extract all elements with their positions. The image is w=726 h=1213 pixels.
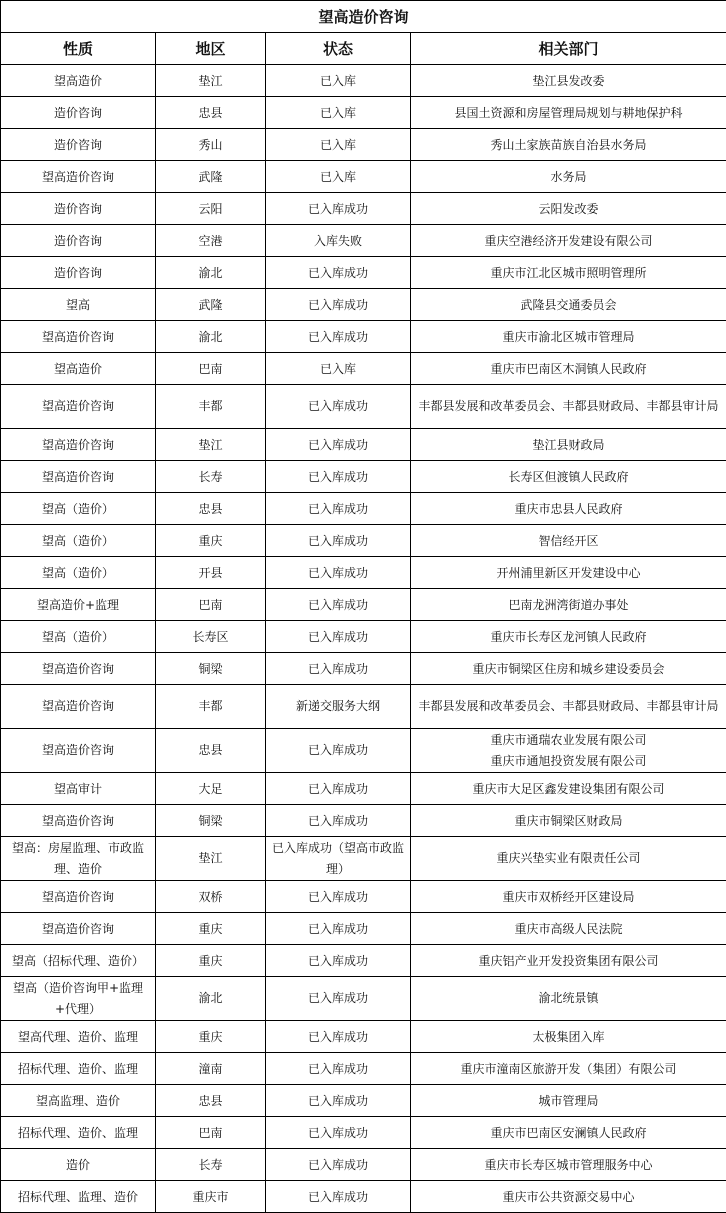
cell-region: 云阳 [156,193,266,225]
cell-region: 铜梁 [156,805,266,837]
cell-region: 巴南 [156,589,266,621]
cell-nature: 望高造价咨询 [1,161,156,193]
cell-region: 巴南 [156,353,266,385]
cell-status: 已入库成功 [266,977,411,1021]
cell-nature: 望高（造价） [1,493,156,525]
cell-status: 已入库成功 [266,193,411,225]
cell-department: 重庆市公共资源交易中心 [411,1181,726,1213]
cell-department: 重庆市双桥经开区建设局 [411,881,726,913]
cell-status: 已入库成功 [266,429,411,461]
cell-status: 已入库成功 [266,461,411,493]
cell-region: 重庆 [156,1021,266,1053]
cell-department: 重庆市巴南区木洞镇人民政府 [411,353,726,385]
cell-region: 重庆 [156,945,266,977]
cell-department: 重庆市潼南区旅游开发（集团）有限公司 [411,1053,726,1085]
table-row [1,1021,726,1053]
table-row [1,1053,726,1085]
cell-nature: 望高造价 [1,65,156,97]
cell-region: 长寿 [156,461,266,493]
cell-nature: 造价咨询 [1,193,156,225]
cell-nature: 招标代理、造价、监理 [1,1117,156,1149]
table-row [1,1149,726,1181]
cell-region: 武隆 [156,289,266,321]
cell-status: 已入库成功 [266,1149,411,1181]
cell-department: 重庆市渝北区城市管理局 [411,321,726,353]
cell-nature: 望高造价咨询 [1,913,156,945]
cell-department: 垫江县财政局 [411,429,726,461]
header-status: 状态 [266,33,411,65]
cell-status: 新递交服务大纲 [266,685,411,729]
table-row [1,685,726,729]
cell-region: 忠县 [156,1085,266,1117]
cell-status: 已入库成功 [266,289,411,321]
cell-region: 武隆 [156,161,266,193]
cell-nature: 望高（招标代理、造价） [1,945,156,977]
cell-department: 巴南龙洲湾街道办事处 [411,589,726,621]
cell-department: 城市管理局 [411,1085,726,1117]
cell-status: 已入库 [266,161,411,193]
cell-region: 重庆市 [156,1181,266,1213]
cell-department: 重庆市铜梁区住房和城乡建设委员会 [411,653,726,685]
cell-nature: 望高 [1,289,156,321]
table-row [1,129,726,161]
cell-status: 已入库成功 [266,729,411,773]
cell-status: 已入库 [266,353,411,385]
cell-region: 空港 [156,225,266,257]
cell-status: 入库失败 [266,225,411,257]
cell-nature: 造价咨询 [1,97,156,129]
cell-region: 双桥 [156,881,266,913]
cell-status: 已入库成功 [266,913,411,945]
cell-region: 渝北 [156,977,266,1021]
cell-department: 重庆市长寿区龙河镇人民政府 [411,621,726,653]
cell-region: 忠县 [156,493,266,525]
cell-nature: 望高审计 [1,773,156,805]
cell-status: 已入库成功（望高市政监理） [266,837,411,881]
cell-region: 重庆 [156,913,266,945]
cell-department: 重庆兴垫实业有限责任公司 [411,837,726,881]
cell-department: 重庆市巴南区安澜镇人民政府 [411,1117,726,1149]
cell-department: 重庆市高级人民法院 [411,913,726,945]
cell-status: 已入库成功 [266,1181,411,1213]
cell-region: 秀山 [156,129,266,161]
table-row [1,225,726,257]
table-row [1,193,726,225]
table-row [1,257,726,289]
table-row [1,1117,726,1149]
cell-nature: 望高代理、造价、监理 [1,1021,156,1053]
cell-nature: 造价咨询 [1,257,156,289]
cell-department: 智信经开区 [411,525,726,557]
cell-status: 已入库成功 [266,945,411,977]
cell-status: 已入库成功 [266,321,411,353]
cell-department: 重庆市江北区城市照明管理所 [411,257,726,289]
cell-nature: 望高造价 [1,353,156,385]
cell-region: 丰都 [156,685,266,729]
cell-department: 重庆空港经济开发建设有限公司 [411,225,726,257]
cell-region: 巴南 [156,1117,266,1149]
cell-status: 已入库成功 [266,525,411,557]
table-row [1,1085,726,1117]
cell-status: 已入库成功 [266,773,411,805]
cell-nature: 望高（造价） [1,557,156,589]
cell-nature: 望高（造价） [1,621,156,653]
cell-department: 云阳发改委 [411,193,726,225]
cell-status: 已入库成功 [266,1053,411,1085]
table-row [1,881,726,913]
cell-status: 已入库成功 [266,805,411,837]
cell-status: 已入库成功 [266,1085,411,1117]
table-row [1,805,726,837]
table-row [1,773,726,805]
table-row [1,525,726,557]
table-row [1,353,726,385]
table-row [1,589,726,621]
table-row [1,289,726,321]
cell-nature: 招标代理、造价、监理 [1,1053,156,1085]
cell-nature: 望高造价咨询 [1,385,156,429]
cell-region: 忠县 [156,729,266,773]
cell-region: 渝北 [156,257,266,289]
cell-department: 重庆市长寿区城市管理服务中心 [411,1149,726,1181]
cell-status: 已入库成功 [266,257,411,289]
cell-nature: 望高造价咨询 [1,429,156,461]
cell-status: 已入库成功 [266,621,411,653]
cell-department: 重庆市大足区鑫发建设集团有限公司 [411,773,726,805]
cell-nature: 造价咨询 [1,225,156,257]
cell-region: 长寿 [156,1149,266,1181]
table-row [1,557,726,589]
cell-department: 秀山土家族苗族自治县水务局 [411,129,726,161]
cell-status: 已入库成功 [266,589,411,621]
cell-department: 重庆铝产业开发投资集团有限公司 [411,945,726,977]
cell-status: 已入库成功 [266,653,411,685]
cell-nature: 望高造价咨询 [1,321,156,353]
cell-department: 重庆市通瑞农业发展有限公司 重庆市通旭投资发展有限公司 [411,729,726,773]
header-nature: 性质 [1,33,156,65]
cell-status: 已入库成功 [266,385,411,429]
header-region: 地区 [156,33,266,65]
cell-status: 已入库 [266,65,411,97]
cell-department: 太极集团入库 [411,1021,726,1053]
cell-nature: 望高（造价咨询甲+监理+代理） [1,977,156,1021]
cell-department: 丰都县发展和改革委员会、丰都县财政局、丰都县审计局 [411,385,726,429]
table-row [1,729,726,773]
cell-nature: 造价咨询 [1,129,156,161]
cell-region: 潼南 [156,1053,266,1085]
cell-region: 大足 [156,773,266,805]
cell-region: 铜梁 [156,653,266,685]
cell-status: 已入库成功 [266,557,411,589]
table-row [1,1181,726,1213]
cell-department: 丰都县发展和改革委员会、丰都县财政局、丰都县审计局 [411,685,726,729]
table-row [1,621,726,653]
cell-region: 长寿区 [156,621,266,653]
table-row [1,321,726,353]
cell-region: 垫江 [156,65,266,97]
cell-department: 水务局 [411,161,726,193]
cell-nature: 望高造价咨询 [1,685,156,729]
cell-region: 开县 [156,557,266,589]
cell-region: 重庆 [156,525,266,557]
cell-region: 垫江 [156,837,266,881]
cell-status: 已入库成功 [266,1117,411,1149]
cell-department: 渝北统景镇 [411,977,726,1021]
cell-nature: 望高：房屋监理、市政监理、造价 [1,837,156,881]
table-title: 望高造价咨询 [1,1,726,33]
cell-nature: 望高造价咨询 [1,653,156,685]
cell-region: 忠县 [156,97,266,129]
table-row [1,913,726,945]
cell-nature: 望高造价咨询 [1,805,156,837]
table-row [1,385,726,429]
table-row [1,945,726,977]
cell-nature: 望高造价咨询 [1,729,156,773]
cell-department: 武隆县交通委员会 [411,289,726,321]
cell-status: 已入库成功 [266,1021,411,1053]
table-body [1,65,726,1213]
cell-status: 已入库成功 [266,493,411,525]
table-row [1,161,726,193]
cell-nature: 招标代理、监理、造价 [1,1181,156,1213]
table-row [1,461,726,493]
cell-status: 已入库 [266,97,411,129]
table-row [1,653,726,685]
table-row [1,493,726,525]
cell-status: 已入库成功 [266,881,411,913]
table-row [1,65,726,97]
table-row [1,429,726,461]
cell-nature: 望高造价咨询 [1,881,156,913]
cell-nature: 造价 [1,1149,156,1181]
cell-region: 垫江 [156,429,266,461]
table-row [1,837,726,881]
table-row [1,97,726,129]
cell-nature: 望高造价+监理 [1,589,156,621]
cell-status: 已入库 [266,129,411,161]
cell-region: 丰都 [156,385,266,429]
cell-department: 长寿区但渡镇人民政府 [411,461,726,493]
header-department: 相关部门 [411,33,726,65]
table-row [1,977,726,1021]
cell-nature: 望高（造价） [1,525,156,557]
cell-region: 渝北 [156,321,266,353]
cell-nature: 望高监理、造价 [1,1085,156,1117]
cell-department: 县国土资源和房屋管理局规划与耕地保护科 [411,97,726,129]
cell-department: 开州浦里新区开发建设中心 [411,557,726,589]
cell-department: 垫江县发改委 [411,65,726,97]
cell-nature: 望高造价咨询 [1,461,156,493]
cell-department: 重庆市忠县人民政府 [411,493,726,525]
cell-department: 重庆市铜梁区财政局 [411,805,726,837]
